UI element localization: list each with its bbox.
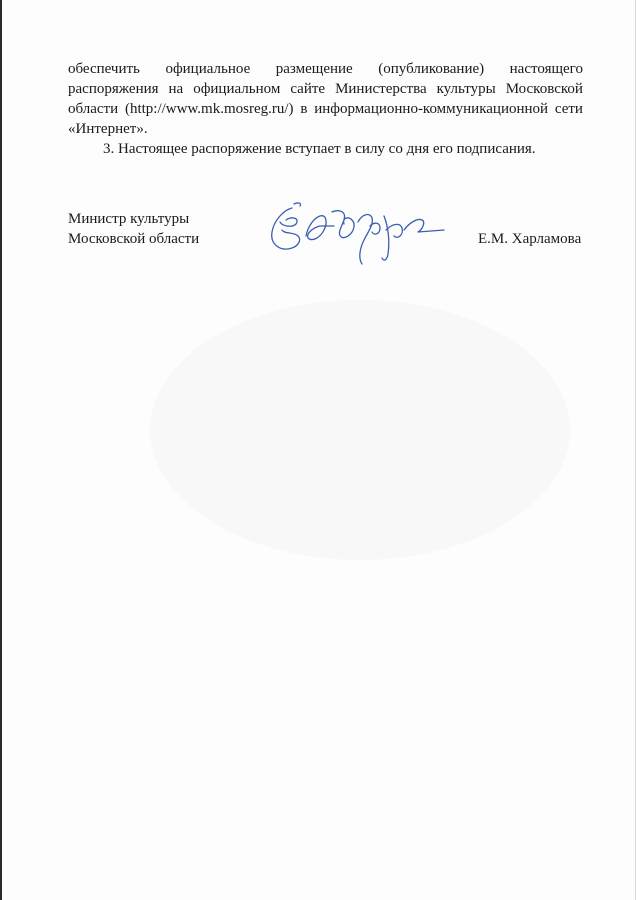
word: информационно-коммуникационной (314, 101, 549, 117)
scan-shadow (150, 300, 570, 560)
text-line-3 (68, 99, 583, 119)
word: сайте (290, 81, 326, 97)
position-line-1: Министр культуры (68, 211, 190, 227)
word: сети (554, 101, 583, 117)
text-line-4 (68, 119, 583, 139)
item-3-text: 3. Настоящее распоряжение вступает в силу со дня его подписания. (103, 141, 536, 157)
signatory-position (68, 209, 268, 249)
text-line-2 (68, 79, 583, 99)
word: на (168, 81, 184, 97)
handwritten-signature (262, 196, 452, 268)
word: официальном (193, 81, 281, 97)
word: области (68, 101, 119, 117)
word: Министерства (335, 81, 427, 97)
signatory-name: Е.М. Харламова (478, 231, 582, 247)
word: культуры (436, 81, 496, 97)
word: официальное (165, 61, 251, 77)
scan-edge-left (0, 0, 2, 900)
word: в (300, 101, 308, 117)
word: обеспечить (68, 61, 140, 77)
word: распоряжения (68, 81, 159, 97)
word: Московской (505, 81, 583, 97)
item-3 (68, 139, 583, 159)
paragraph-continuation (68, 59, 583, 159)
position-line-2: Московской области (68, 231, 200, 247)
url-text: (http://www.mk.mosreg.ru/) (124, 101, 294, 117)
word: «Интернет». (68, 121, 148, 137)
text-line-1 (68, 59, 583, 79)
word: размещение (275, 61, 353, 77)
word: настоящего (509, 61, 583, 77)
word: (опубликование) (378, 61, 485, 77)
